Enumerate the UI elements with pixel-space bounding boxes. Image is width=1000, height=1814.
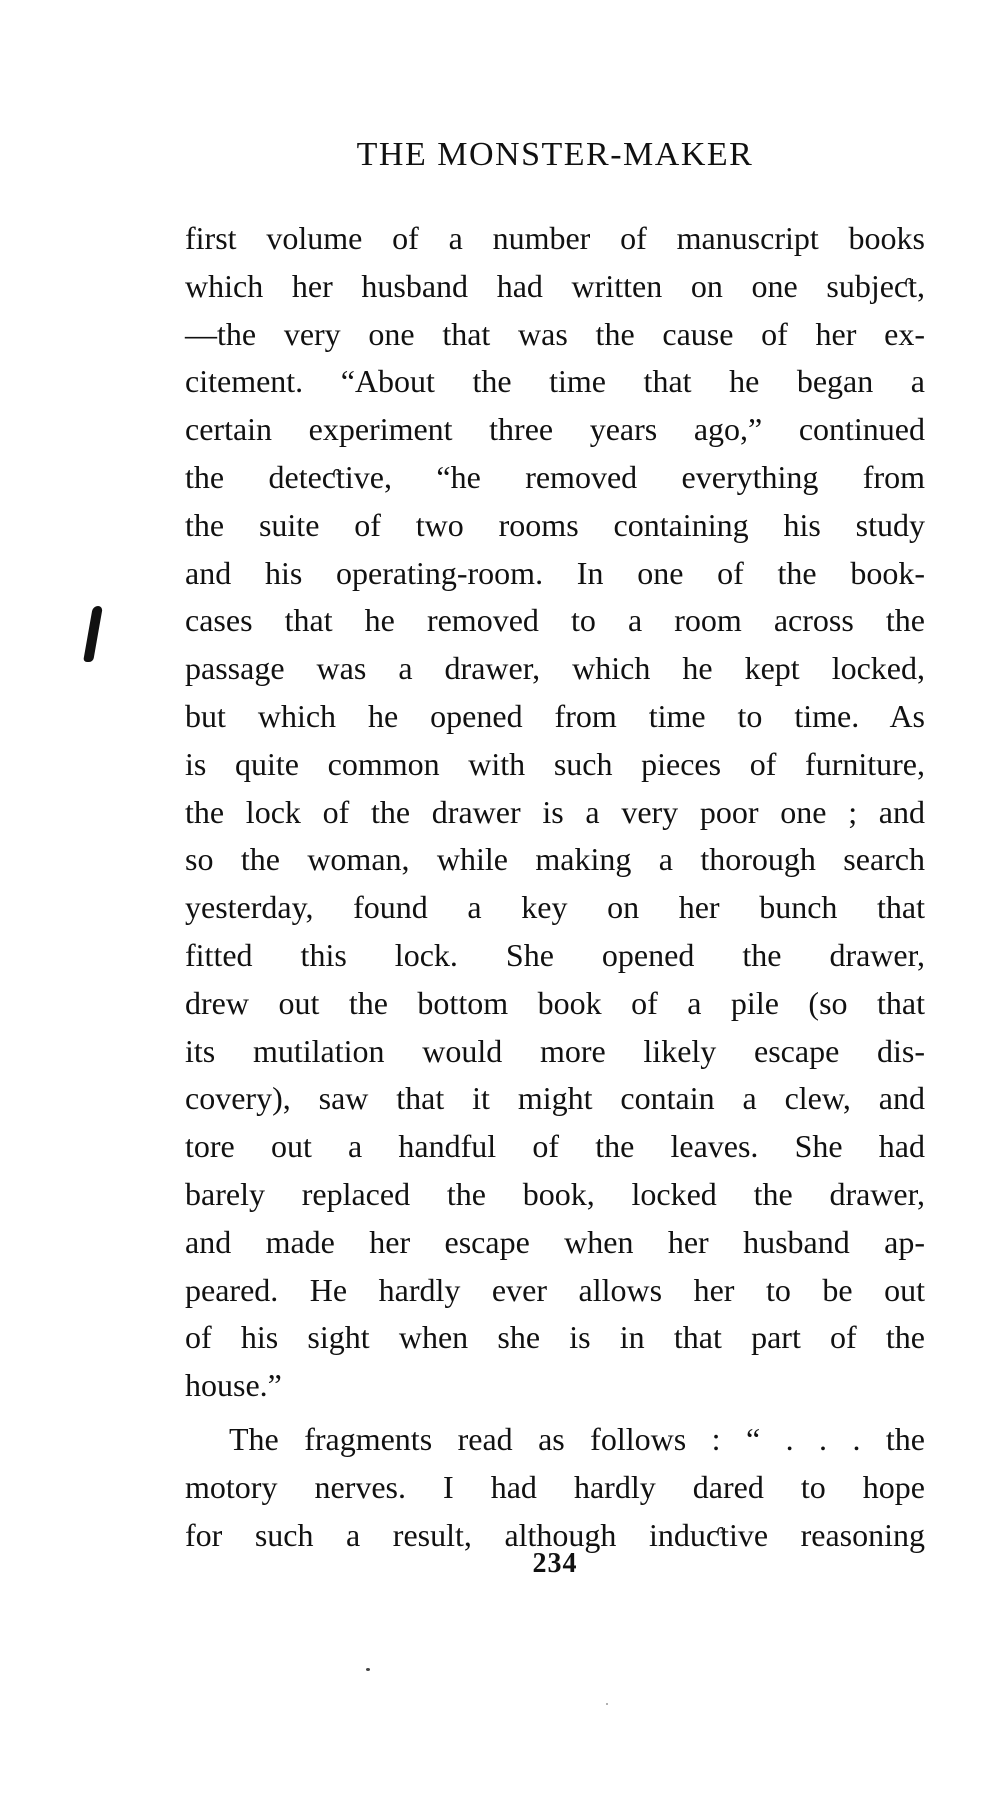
paragraph-1 (185, 215, 925, 1410)
text-line: peared. He hardly ever allows her to be out (185, 1271, 925, 1308)
text-line: for such a result, although induƈtive reasoning (185, 1516, 925, 1553)
text-line: which her husband had written on one subjeƈt, (185, 267, 925, 304)
text-line: —the very one that was the cause of her ex- (185, 315, 925, 352)
text-line: motory nerves. I had hardly dared to hope (185, 1468, 925, 1505)
text-line: first volume of a number of manuscript books (185, 220, 925, 256)
text-line: fitted this lock. She opened the drawer, (185, 936, 925, 973)
text-line: cases that he removed to a room across the (185, 602, 925, 639)
text-line: the deteƈtive, “he removed everything from (185, 458, 925, 495)
text-line: so the woman, while making a thorough search (185, 841, 925, 878)
text-line: passage was a drawer, which he kept locked, (185, 650, 925, 687)
text-line: is quite common with such pieces of furniture, (185, 745, 925, 782)
text-line: certain experiment three years ago,” continued (185, 411, 925, 448)
text-line: and his operating-room. In one of the book- (185, 554, 925, 591)
ink-speck (366, 1668, 370, 1671)
text-line: of his sight when she is in that part of the (185, 1319, 925, 1356)
text-line: covery), saw that it might contain a clew, and (185, 1080, 925, 1117)
body-text (185, 215, 925, 1559)
text-line: house.” (185, 1367, 282, 1404)
text-line: tore out a handful of the leaves. She had (185, 1128, 925, 1165)
running-head: THE MONSTER-MAKER (356, 136, 754, 173)
text-line: its mutilation would more likely escape dis- (185, 1032, 925, 1069)
text-line: the lock of the drawer is a very poor one ; and (185, 793, 925, 830)
text-line: citement. “About the time that he began a (185, 363, 925, 400)
text-line: and made her escape when her husband ap- (185, 1223, 925, 1260)
text-line: The fragments read as follows : “ . . . the (229, 1420, 925, 1457)
text-line: drew out the bottom book of a pile (so that (185, 984, 925, 1021)
ink-speck (606, 1703, 608, 1705)
paragraph-2 (185, 1416, 925, 1559)
text-line: the suite of two rooms containing his study (185, 506, 925, 543)
margin-pencil-mark (83, 606, 103, 662)
text-line: but which he opened from time to time. As (185, 697, 925, 734)
page-number: 234 (532, 1548, 578, 1579)
text-line: yesterday, found a key on her bunch that (185, 889, 925, 926)
text-line: barely replaced the book, locked the drawer, (185, 1175, 925, 1212)
